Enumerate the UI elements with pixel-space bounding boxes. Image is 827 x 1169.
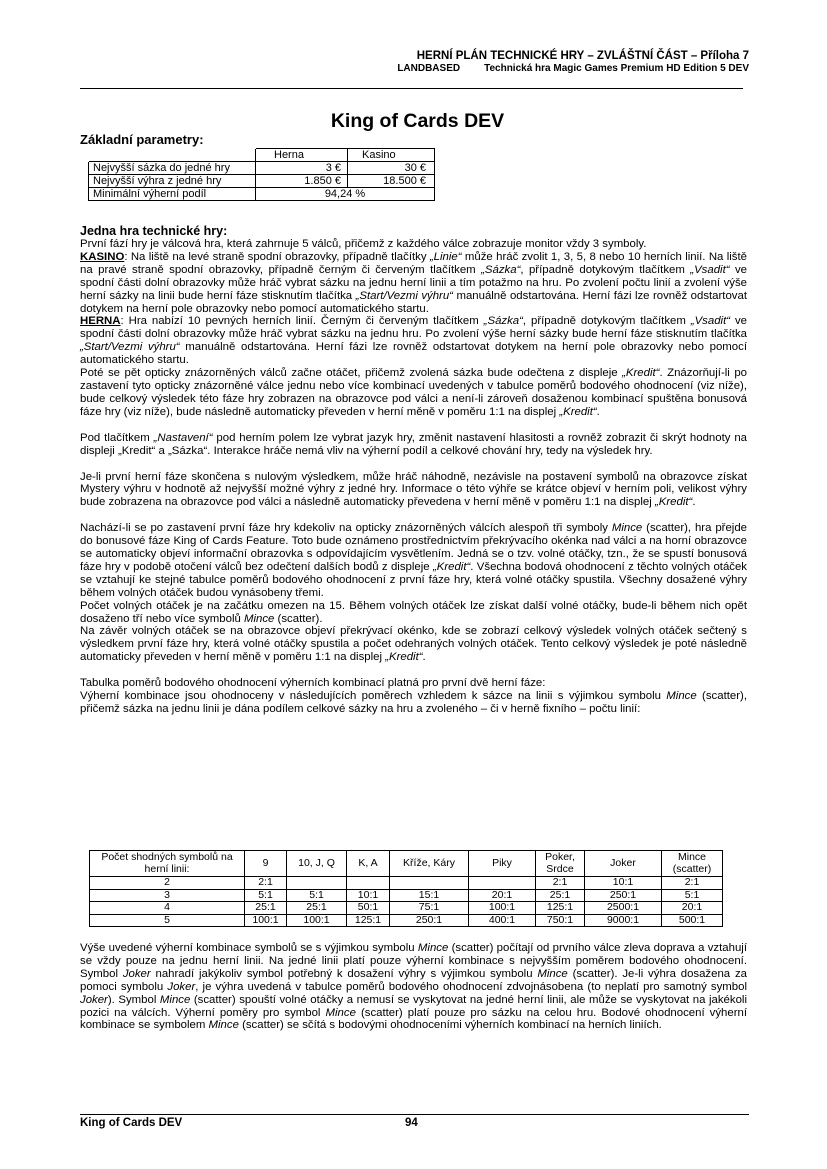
paytable-row <box>90 877 723 890</box>
paragraph-settings <box>80 432 747 458</box>
paytable-header-col: Poker, Srdce <box>536 851 585 877</box>
paragraph-kasino <box>80 251 747 316</box>
footer-title: King of Cards DEV <box>80 1117 183 1129</box>
paytable-cell: 2 <box>90 877 245 890</box>
paytable-header-count: Počet shodných symbolů na herní linii: <box>90 851 245 877</box>
paytable-cell: 25:1 <box>536 889 585 902</box>
paragraph-table-desc <box>80 690 747 716</box>
paragraph-table-intro: Tabulka poměrů bodového ohodnocení výherních kombinací platná pro první dvě herní fáze: <box>80 677 546 690</box>
symbol-ref-joker: Joker <box>80 993 108 1006</box>
params-header-blank <box>89 149 256 162</box>
symbol-ref-mince: Mince <box>159 993 191 1006</box>
text: (scatter) platí pouze pro sázku na celou hru. Bodové ohodnocení výherní kombinace se symbolem <box>80 1006 748 1032</box>
params-kasino-value: 18.500 € <box>348 175 435 188</box>
text: (scatter) spouští volné otáčky a nemusí se vyskytovat na jedné herní linii, ale může se vyskytovat na jakékoli pozici na válcích. Výherní poměry pro symbol <box>80 993 747 1019</box>
paytable-cell: 3 <box>90 889 245 902</box>
symbol-ref-mince: Mince <box>611 522 643 535</box>
page-title-text: King of Cards DEV <box>330 110 505 132</box>
text: (scatter), hra přejde do bonusové fáze King of Cards Feature. Toto bude oznámeno prostřednictvím překrývacího okénka nad válci a na horní obrazovce se automaticky objeví informační obrazovka s odpovídajícím vysvětlením. Jedná se o tzv. volné otáčky, tzn., že se spustí bonusová fáze hry v podobě otočení válců bez odečtení dalších bodů z displeje <box>80 522 747 573</box>
symbol-ref-mince: Mince <box>208 1019 239 1032</box>
paytable <box>89 850 723 927</box>
paytable-cell: 125:1 <box>347 914 390 927</box>
text: (scatter) se sčítá s bodovými ohodnoceními výherních kombinací na herních liniích. <box>238 1019 662 1032</box>
page-title <box>0 110 827 133</box>
params-header-row <box>89 149 435 162</box>
params-row <box>89 175 435 188</box>
game-description <box>80 224 747 716</box>
text: , případně dotykovým tlačítkem <box>522 315 691 328</box>
text: Je-li první herní fáze skončena s nulovým výsledkem, může hráč náhodně, nezávisle na postavení symbolů na obrazovce získat Mystery výhru v hodnotě až nejvyšší možné výhry z jedné hry. Informace o této výhře se krátce objeví v herním poli, velikost výhry bude zobrazena na obrazovce pod válci a následně automaticky převedena v herní měně v poměru 1:1 na displej <box>80 470 747 509</box>
text: : Na liště na levé straně spodní obrazovky, případně tlačítky <box>124 250 430 263</box>
text: manuálně odstartována. Herní fázi lze rovněž odstartovat dotykem na herní pole obrazovky nebo pomocí automatického startu. <box>80 341 747 367</box>
paragraph-free-spins-end <box>80 625 747 664</box>
text: (scatter), přičemž sázka na jednu linii je dána podílem celkové sázky na hru a zvoleného – či v herně fixního – počtu linií: <box>80 690 747 715</box>
paragraph-rules <box>80 942 747 1032</box>
text: . <box>422 651 426 664</box>
symbol-ref-mince: Mince <box>666 690 697 703</box>
text: Nachází-li se po zastavení první fáze hry kdekoliv na opticky znázorněných válcích alespoň tři symboly <box>80 522 612 535</box>
paytable-header-col: Piky <box>469 851 536 877</box>
symbol-ref-mince: Mince <box>325 1006 356 1019</box>
paytable-cell: 15:1 <box>390 889 469 902</box>
button-ref-start: „Start/Vezmi výhru“ <box>80 341 180 354</box>
header-divider <box>80 88 743 89</box>
paytable-cell: 100:1 <box>287 914 347 927</box>
text: Na závěr volných otáček se na obrazovce objeví překrývací okénko, kde se zobrazí celkový výsledek volných otáček sečtený s výsledkem první fáze hry, která volné otáčky spustila a počet odehraných volných otáček. Tento celkový výsledek je poté následně automaticky převeden v herní měně v poměru 1:1 na displej <box>80 625 747 664</box>
basic-params-heading: Základní parametry: <box>80 132 204 147</box>
params-kasino-value: 30 € <box>348 162 435 175</box>
params-label: Minimální výherní podíl <box>89 188 256 201</box>
params-rtp-value: 94,24 % <box>256 188 435 201</box>
text: . Znázorňují-li po zastavení tyto opticky znázorněné válce jednu nebo více kombinací uvedených v tabulce poměrů bodového ohodnocení (viz níže), bude celkový výsledek této fáze hry zobrazen na obrazovce pod válci a není-li zároveň dosaženou kombinací spuštěna bonusová fáze hry (viz níže), bude následně automaticky převeden v herní měně v poměru 1:1 na displej <box>80 367 747 418</box>
paragraph-free-spins-count <box>80 600 747 626</box>
text: Výherní kombinace jsou ohodnoceny v následujících poměrech vzhledem k sázce na linii s výjimkou symbolu <box>80 690 667 703</box>
paytable-cell: 500:1 <box>662 914 723 927</box>
paytable-cell: 125:1 <box>536 902 585 915</box>
paytable-cell: 9000:1 <box>585 914 662 927</box>
paytable-cell: 5:1 <box>287 889 347 902</box>
paytable-cell: 2500:1 <box>585 902 662 915</box>
paytable-cell <box>469 877 536 890</box>
paytable-cell: 25:1 <box>287 902 347 915</box>
section-heading: Jedna hra technické hry: <box>80 224 228 238</box>
header-title: HERNÍ PLÁN TECHNICKÉ HRY – ZVLÁŠTNÍ ČÁST – Příloha 7 <box>416 50 749 62</box>
display-ref-kredit: „Kredit“ <box>385 651 423 664</box>
symbol-ref-mince: Mince <box>417 942 449 954</box>
display-ref-kredit: „Kredit“ <box>654 496 693 509</box>
display-ref-kredit: „Kredit“ <box>559 405 597 418</box>
paytable-cell: 2:1 <box>662 877 723 890</box>
page-header <box>397 49 749 75</box>
text: . Všechna bodová ohodnocení z těchto volných otáček se vztahují ke stejné tabulce poměrů bodového ohodnocení z první fáze hry, která volné otáčky spustila. Všechny dosažené výhry během volných otáček budou vynásobeny třemi. <box>80 560 748 599</box>
paytable-cell: 5:1 <box>662 889 723 902</box>
params-label: Nejvyšší sázka do jedné hry <box>89 162 256 175</box>
paytable-cell: 20:1 <box>662 902 723 915</box>
text: , je výhra uvedená v tabulce poměrů bodového ohodnocení zdvojnásobena (to neplatí pro samotný symbol <box>195 980 747 993</box>
button-ref-vsadit: „Vsadit“ <box>690 315 731 328</box>
kasino-label: KASINO <box>80 250 125 263</box>
text: Výše uvedené výherní kombinace symbolů se s výjimkou symbolu <box>80 942 418 954</box>
button-ref-nastaveni: „Nastavení“ <box>153 431 213 444</box>
text: (scatter). <box>274 612 323 625</box>
paytable-cell: 10:1 <box>347 889 390 902</box>
symbol-ref-joker: Joker <box>167 980 196 993</box>
paragraph-spin <box>80 367 747 419</box>
button-ref-start: „Start/Vezmi výhru“ <box>355 289 453 302</box>
params-header-herna: Herna <box>256 149 348 162</box>
paytable-header-row <box>90 851 723 877</box>
herna-label: HERNA <box>80 315 121 328</box>
paytable-cell: 5 <box>90 914 245 927</box>
text: Pod tlačítkem <box>80 431 154 444</box>
button-ref-sazka: „Sázka“ <box>481 263 521 276</box>
header-landbased: LANDBASED <box>397 63 461 74</box>
basic-params-table <box>88 148 435 201</box>
paytable-cell: 25:1 <box>245 902 287 915</box>
text: nahradí jakýkoliv symbol potřebný k dosažení výhry s výjimkou symbolu <box>150 967 538 980</box>
paytable-header-col: Joker <box>585 851 662 877</box>
text: ). Symbol <box>107 993 160 1006</box>
symbol-ref-mince: Mince <box>537 967 568 980</box>
paytable-cell: 100:1 <box>245 914 287 927</box>
paytable-cell: 5:1 <box>245 889 287 902</box>
button-ref-sazka: „Sázka“ <box>483 315 523 328</box>
display-ref-kredit: „Kredit“ <box>622 367 660 380</box>
paytable-cell: 4 <box>90 902 245 915</box>
paragraph-intro: První fází hry je válcová hra, která zahrnuje 5 válců, přičemž z každého válce zobrazuje monitor vždy 3 symboly. <box>80 238 647 250</box>
header-game-edition: Technická hra Magic Games Premium HD Edition 5 DEV <box>484 63 749 74</box>
params-row <box>89 162 435 175</box>
footer-divider <box>80 1114 749 1115</box>
paytable-cell <box>287 877 347 890</box>
paytable-header-col: 9 <box>245 851 287 877</box>
text: pod herním polem lze vybrat jazyk hry, změnit nastavení hlasitosti a rovněž zobrazit či skrýt hodnoty na displeji „Kredit“ a „Sázka“. Interakce hráče nemá vliv na výherní podíl a celkové chování hry, tedy na výsledek hry. <box>80 431 747 457</box>
paytable-cell <box>347 877 390 890</box>
text: , případně dotykovým tlačítkem <box>520 263 691 276</box>
paytable-row <box>90 889 723 902</box>
paytable-cell: 20:1 <box>469 889 536 902</box>
paytable-cell: 100:1 <box>469 902 536 915</box>
paytable-header-col: 10, J, Q <box>287 851 347 877</box>
header-subtitle <box>397 63 749 75</box>
params-header-kasino: Kasino <box>348 149 435 162</box>
paytable-row <box>90 902 723 915</box>
paragraph-mystery <box>80 471 747 510</box>
display-ref-kredit: „Kredit“ <box>432 560 471 573</box>
symbol-ref-joker: Joker <box>122 967 151 980</box>
paytable-header-col: K, A <box>347 851 390 877</box>
paytable-cell: 10:1 <box>585 877 662 890</box>
text: Poté se pět opticky znázorněných válců začne otáčet, přičemž zvolená sázka bude odečtena z displeje <box>80 367 623 380</box>
text: ve spodní části dolní obrazovky může hráč vybrat sázku na jednu hru. Po zvolení výše herní sázky bude herní fáze stisknutím tlačítka <box>80 315 747 341</box>
paytable-cell: 250:1 <box>390 914 469 927</box>
paytable-row <box>90 914 723 927</box>
paytable-header-col: Kříže, Káry <box>390 851 469 877</box>
paytable-cell: 2:1 <box>245 877 287 890</box>
symbol-ref-mince: Mince <box>244 612 275 625</box>
text: manuálně odstartována. Herní fázi lze rovněž odstartovat dotykem na herní pole obrazovky nebo pomocí automatického startu. <box>80 289 747 315</box>
paragraph-bonus <box>80 522 747 599</box>
text: : Hra nabízí 10 pevných herních linií. Černým či červeným tlačítkem <box>120 315 484 328</box>
paytable-header-col: Mince (scatter) <box>662 851 723 877</box>
text: může hráč zvolit 1, 3, 5, 8 nebo 10 herních linií. Na liště na pravé straně spodní obrazovky, případně černým či červeným tlačítkem <box>80 250 747 276</box>
paytable-cell: 50:1 <box>347 902 390 915</box>
button-ref-vsadit: „Vsadit“ <box>690 263 730 276</box>
text: Počet volných otáček je na začátku omezen na 15. Během volných otáček lze získat další volné otáčky, bude-li během nich opět dosaženo tří nebo více symbolů <box>80 599 747 625</box>
params-herna-value: 3 € <box>256 162 348 175</box>
paytable-cell: 2:1 <box>536 877 585 890</box>
text: ve spodní části dolní obrazovky může hráč vybrat sázku na jednu herní linii a tím potažmo na hru. Po zvolení počtu linií a zvolení výše herní sázky na linii bude herní fáze stisknutím tlačítka <box>80 263 747 302</box>
text: (scatter). Je-li výhra dosažena za pomoci symbolu <box>80 967 747 993</box>
params-label: Nejvyšší výhra z jedné hry <box>89 175 256 188</box>
paytable-cell: 75:1 <box>390 902 469 915</box>
params-herna-value: 1.850 € <box>256 175 348 188</box>
text: (scatter) počítají od prvního válce zleva doprava a vztahují se vždy pouze na jednu herní linii. Na jedné linii platí pouze výherní kombinace s nejvyšším poměrem bodového ohodnocení. Symbol <box>80 942 747 980</box>
paytable-cell <box>390 877 469 890</box>
text: . <box>596 405 600 418</box>
paytable-cell: 250:1 <box>585 889 662 902</box>
symbol-rules <box>80 942 747 1032</box>
button-ref-linie: „Linie“ <box>429 250 462 263</box>
page-number: 94 <box>405 1117 418 1129</box>
paragraph-herna <box>80 315 747 367</box>
text: . <box>692 496 696 509</box>
paytable-cell: 400:1 <box>469 914 536 927</box>
params-row <box>89 188 435 201</box>
paytable-cell: 750:1 <box>536 914 585 927</box>
